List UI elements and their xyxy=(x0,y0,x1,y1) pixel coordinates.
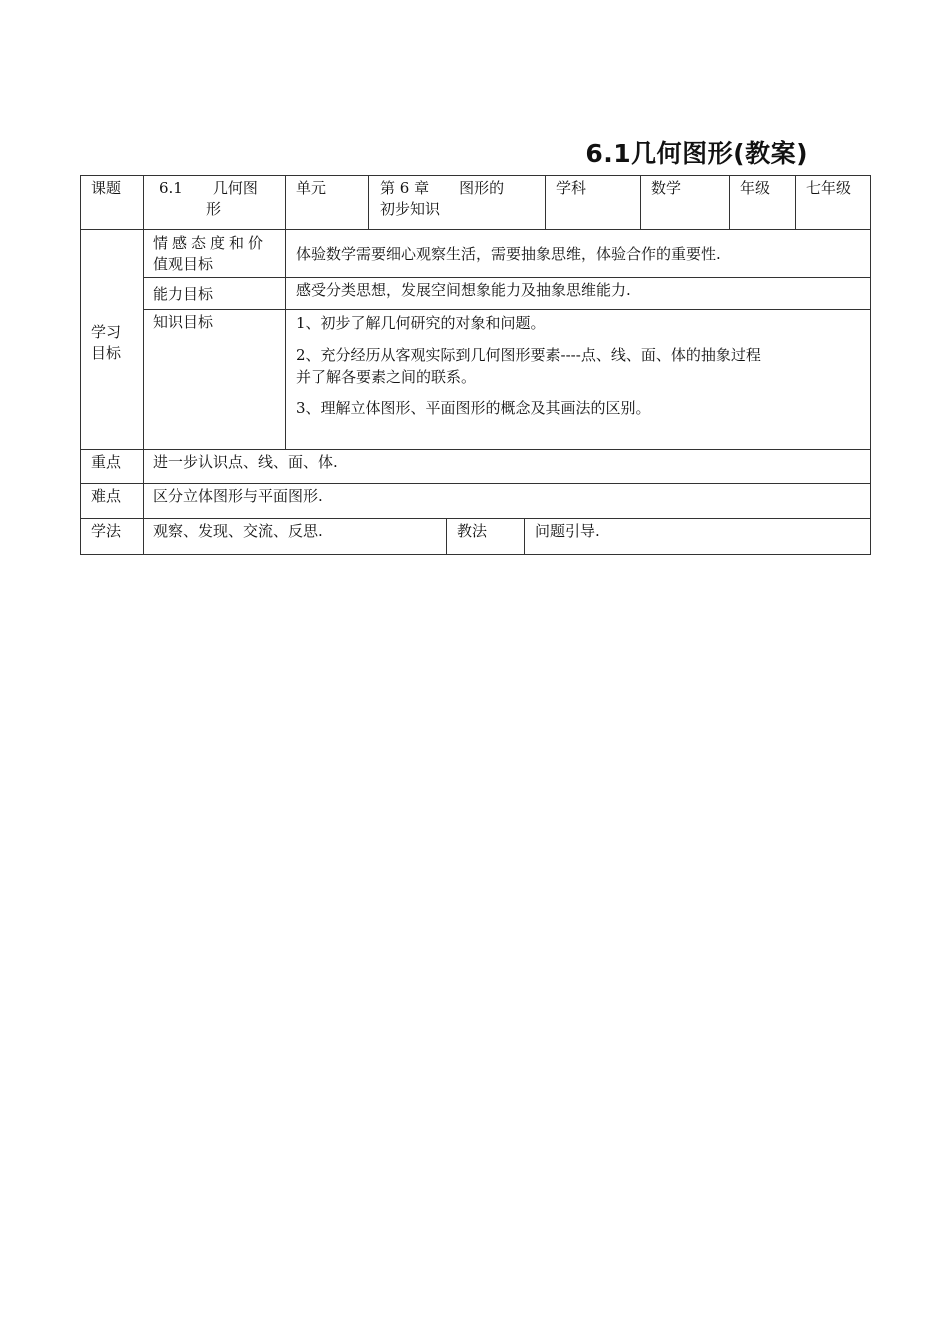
teach-method-label: 教法 xyxy=(457,522,488,540)
table-col-subject xyxy=(640,175,641,229)
knowledge-item-2-cont: 并了解各要素之间的联系。 xyxy=(296,368,477,386)
table-rule-header xyxy=(80,229,871,230)
unit-label: 单元 xyxy=(296,179,327,197)
teach-method-value: 问题引导. xyxy=(535,522,600,540)
unit-value xyxy=(380,178,540,220)
keti-label: 课题 xyxy=(91,179,122,197)
key-point-label: 重点 xyxy=(91,453,122,471)
table-rule-key xyxy=(80,483,871,484)
table-rule-objectives xyxy=(80,449,871,450)
table-rule-difficult xyxy=(80,518,871,519)
table-col-objective-sub xyxy=(285,229,286,449)
table-col-label xyxy=(143,175,144,555)
table-rule-ability xyxy=(143,309,871,310)
table-border-left xyxy=(80,175,81,555)
table-border-right xyxy=(870,175,871,555)
table-col-keti xyxy=(285,175,286,229)
subject-value: 数学 xyxy=(651,179,682,197)
objectives-label xyxy=(91,322,121,364)
page-title: 6.1几何图形(教案) xyxy=(585,139,808,168)
study-method-value: 观察、发现、交流、反思. xyxy=(153,522,323,540)
attitude-label-line1: 情感态度和价 xyxy=(153,234,268,252)
grade-label: 年级 xyxy=(740,179,771,197)
attitude-label xyxy=(153,233,267,275)
unit-value-line1: 第 6 章 图形的 xyxy=(380,179,505,197)
table-col-grade xyxy=(795,175,796,229)
grade-value: 七年级 xyxy=(806,179,852,197)
knowledge-item-2: 2、充分经历从客观实际到几何图形要素----点、线、面、体的抽象过程 xyxy=(296,346,761,364)
attitude-label-line2: 值观目标 xyxy=(153,255,214,273)
attitude-value: 体验数学需要细心观察生活，需要抽象思维，体验合作的重要性. xyxy=(296,245,721,263)
table-border-top xyxy=(80,175,871,176)
difficult-point-label: 难点 xyxy=(91,487,122,505)
knowledge-label: 知识目标 xyxy=(153,313,214,331)
keti-value-line2: 形 xyxy=(206,200,222,218)
table-border-bottom xyxy=(80,554,871,555)
table-col-study xyxy=(446,518,447,554)
keti-value xyxy=(159,178,281,220)
table-rule-attitude xyxy=(143,277,871,278)
objectives-label-line2: 目标 xyxy=(91,344,122,362)
table-col-unit xyxy=(545,175,546,229)
table-col-subject-value xyxy=(729,175,730,229)
study-method-label: 学法 xyxy=(91,522,122,540)
keti-value-line1: 6.1 几何图 xyxy=(159,179,258,197)
subject-label: 学科 xyxy=(556,179,587,197)
table-col-unit-label xyxy=(368,175,369,229)
unit-value-line2: 初步知识 xyxy=(380,200,441,218)
ability-label: 能力目标 xyxy=(153,285,214,303)
ability-value: 感受分类思想，发展空间想象能力及抽象思维能力. xyxy=(296,281,631,299)
knowledge-item-3: 3、理解立体图形、平面图形的概念及其画法的区别。 xyxy=(296,399,651,417)
difficult-point-value: 区分立体图形与平面图形. xyxy=(153,487,323,505)
objectives-label-line1: 学习 xyxy=(91,323,122,341)
table-col-teach xyxy=(524,518,525,554)
knowledge-item-1: 1、初步了解几何研究的对象和问题。 xyxy=(296,314,546,332)
key-point-value: 进一步认识点、线、面、体. xyxy=(153,453,338,471)
